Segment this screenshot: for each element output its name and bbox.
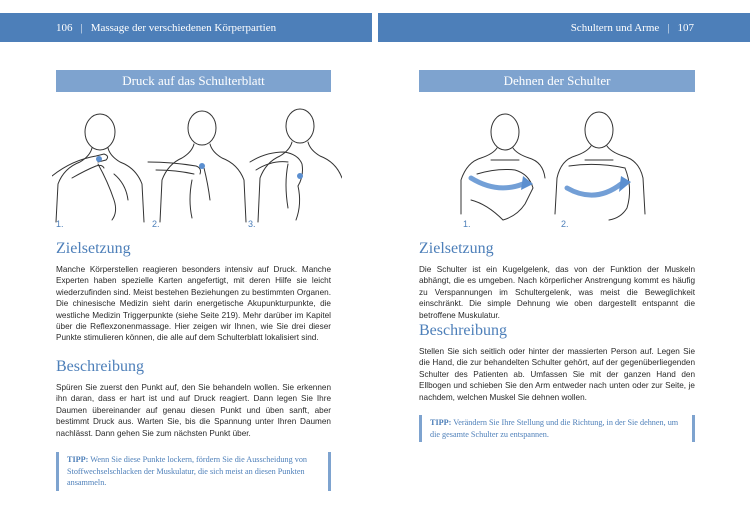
stretch-figure-2-drawing bbox=[555, 112, 645, 220]
tip-box bbox=[56, 452, 331, 491]
figure-number: 3. bbox=[248, 219, 256, 229]
heading-beschreibung: Beschreibung bbox=[56, 358, 144, 375]
shoulder-stretch-illustration bbox=[457, 104, 657, 232]
section-title-bar: Druck auf das Schulterblatt bbox=[56, 70, 331, 92]
left-chapter-title: Massage der verschiedenen Körperpartien bbox=[90, 21, 277, 34]
beschreibung-paragraph: Spüren Sie zuerst den Punkt auf, den Sie behandeln wollen. Sie erkennen ihn daran, dass er hart ist und auf Druck reagiert. Dann legen Sie Ihre Daumen übereinander auf genau diesen Punkt und üben sanft, aber bestimmt Druck aus. Warten Sie, bis die Spannung unter Ihren Daumen nachlässt. Dann gehen Sie zum nächsten Punkt über. bbox=[56, 383, 331, 438]
right-page bbox=[375, 42, 750, 529]
figure-2-drawing bbox=[148, 111, 246, 222]
figure-number: 2. bbox=[561, 219, 569, 229]
header-separator: | bbox=[80, 21, 83, 34]
tip-text: Wenn Sie diese Punkte lockern, fördern Sie die Ausscheidung von Stoffwechselschlacken der Muskulatur, die sich meist an diesen Punkten ansammeln. bbox=[67, 455, 308, 488]
figure-number: 2. bbox=[152, 219, 160, 229]
massage-figures-graphic bbox=[52, 104, 342, 232]
stretch-arrow-2 bbox=[567, 184, 621, 195]
right-chapter-title: Schultern und Arme bbox=[570, 21, 660, 34]
tip-label: TIPP: bbox=[430, 418, 452, 427]
figure-3-drawing bbox=[250, 109, 342, 222]
heading-zielsetzung: Zielsetzung bbox=[56, 240, 131, 257]
stretch-arrow-1 bbox=[471, 178, 523, 188]
header-separator: | bbox=[667, 21, 670, 34]
zielsetzung-paragraph: Manche Körperstellen reagieren besonders intensiv auf Druck. Manche Experten haben spezielle Karten angefertigt, mit deren Hilfe sie leicht wiederzufinden sind. Meist bestehen Beziehungen zu bestimmten Organen. Die chinesische Medizin sieht darin energetische Akupunkturpunkte, die westliche Medizin Triggerpunkte (siehe Seite 219). Mehr darüber im Kapitel über die Reflexzonenmassage. Hier zeigen wir Ihnen, wie Sie drei dieser Punkte stimulieren können, die alle auf dem Schulterblatt lokalisiert sind. bbox=[56, 265, 331, 343]
figure-1-drawing bbox=[52, 114, 144, 222]
tip-label: TIPP: bbox=[67, 455, 89, 464]
left-running-header bbox=[0, 13, 372, 42]
left-page bbox=[0, 42, 375, 529]
right-running-header bbox=[378, 13, 750, 42]
heading-beschreibung: Beschreibung bbox=[419, 322, 507, 339]
stretch-figures-graphic bbox=[457, 104, 657, 232]
running-header bbox=[0, 0, 750, 42]
beschreibung-paragraph: Stellen Sie sich seitlich oder hinter der massierten Person auf. Legen Sie die Hand, die zur behandelten Schulter gehört, auf der gegenüberliegenden Schulter des Patienten ab. Umfassen Sie mit der ganzen Hand den Ellbogen und schieben Sie den Arm entweder nach unten oder zur Seite, je nachdem, welchen Muskel Sie dehnen wollen. bbox=[419, 347, 695, 402]
figure-number: 1. bbox=[56, 219, 64, 229]
left-page-number: 106 bbox=[56, 21, 73, 34]
right-page-number: 107 bbox=[677, 21, 694, 34]
tip-box bbox=[419, 415, 695, 442]
zielsetzung-paragraph: Die Schulter ist ein Kugelgelenk, das von der Funktion der Muskeln abhängt, die es umgeben. Nach körperlicher Anstrengung kommt es häufig zu Verspannungen im Schultergelenk, was meist die Beweglichkeit einschränkt. Die simple Dehnung wie oben dargestellt entspannt die betroffene Muskulatur. bbox=[419, 265, 695, 320]
heading-zielsetzung: Zielsetzung bbox=[419, 240, 494, 257]
stretch-figure-1-drawing bbox=[461, 114, 545, 220]
figure-number: 1. bbox=[463, 219, 471, 229]
tip-text: Verändern Sie Ihre Stellung und die Richtung, in der Sie dehnen, um die gesamte Schulter zu entspannen. bbox=[430, 418, 679, 439]
section-title-bar: Dehnen der Schulter bbox=[419, 70, 695, 92]
shoulder-blade-pressure-illustration bbox=[52, 104, 342, 232]
